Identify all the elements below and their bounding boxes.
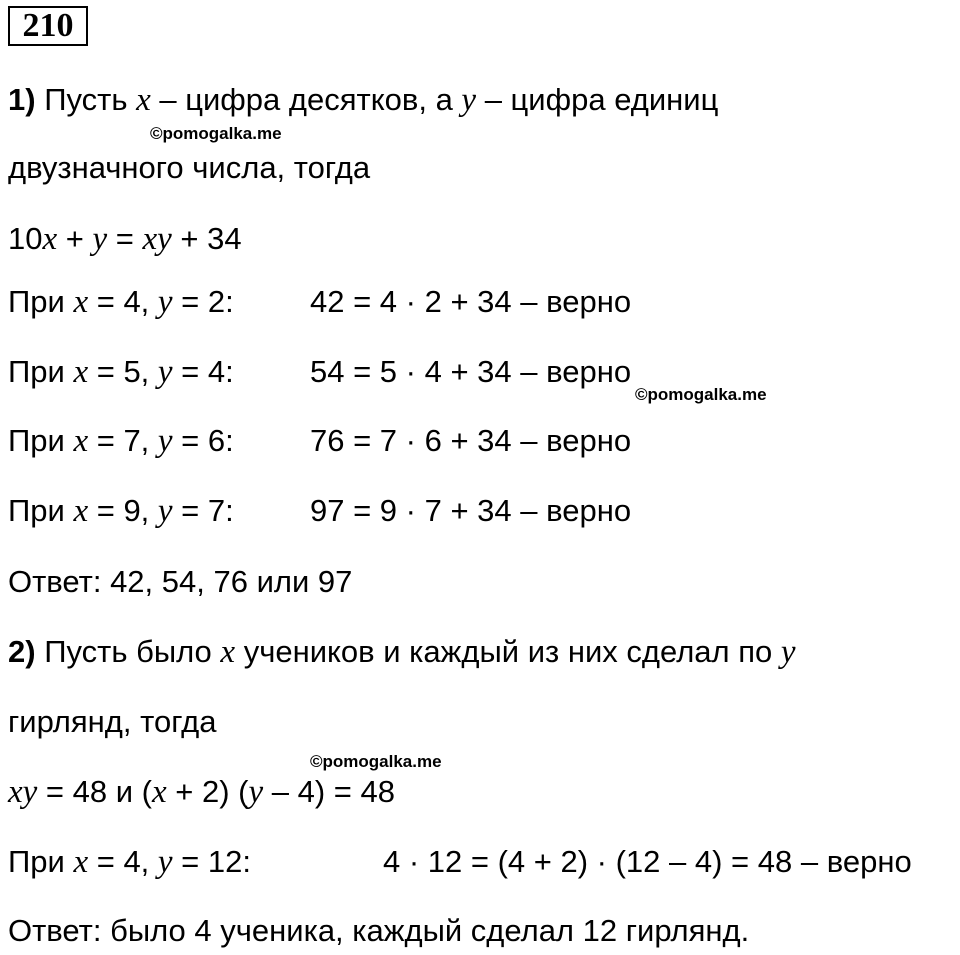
var-y: y	[22, 774, 38, 810]
task-number-box: 210	[8, 6, 88, 46]
check-row	[8, 423, 234, 459]
var-x: x	[73, 284, 89, 320]
var-y: y	[461, 82, 477, 118]
var-x: x	[73, 493, 89, 529]
check-y-value: = 2:	[172, 284, 234, 319]
check-row	[8, 844, 251, 880]
check-x-value: = 7,	[88, 423, 158, 458]
check-calculation: 4 · 12 = (4 + 2) · (12 – 4) = 48 – верно	[383, 844, 912, 879]
var-y: y	[780, 634, 796, 670]
var-y: y	[157, 844, 173, 880]
var-x: x	[42, 221, 58, 257]
check-row	[8, 493, 234, 529]
check-calculation: 54 = 5 · 4 + 34 – верно	[310, 354, 632, 389]
part2-answer: Ответ: было 4 ученика, каждый сделал 12 гирлянд.	[8, 913, 750, 948]
part1-intro-text-a: Пусть	[44, 82, 137, 117]
check-calculation: 76 = 7 · 6 + 34 – верно	[310, 423, 632, 458]
check-pre: При	[8, 354, 74, 389]
part1-intro	[8, 82, 718, 118]
var-x: x	[152, 774, 167, 810]
eq-part-b: + 2) (	[166, 774, 249, 809]
check-pre: При	[8, 284, 74, 319]
watermark: ©pomogalka.me	[635, 385, 767, 404]
var-x: x	[8, 774, 23, 810]
check-calculation: 97 = 9 · 7 + 34 – верно	[310, 493, 632, 528]
part1-intro-text-c: – цифра единиц	[476, 82, 719, 117]
eq-equals: =	[107, 221, 143, 256]
check-y-value: = 4:	[172, 354, 234, 389]
var-y: y	[92, 221, 108, 257]
eq-plus: +	[57, 221, 93, 256]
part2-intro	[8, 634, 796, 670]
part1-answer: Ответ: 42, 54, 76 или 97	[8, 564, 353, 599]
var-x: x	[73, 844, 89, 880]
eq-coef: 10	[8, 221, 43, 256]
check-pre: При	[8, 423, 74, 458]
check-x-value: = 5,	[88, 354, 158, 389]
check-pre: При	[8, 493, 74, 528]
check-row	[8, 284, 234, 320]
check-calculation: 42 = 4 · 2 + 34 – верно	[310, 284, 632, 319]
part2-line2: гирлянд, тогда	[8, 704, 217, 739]
part1-intro-text-b: – цифра десятков, а	[150, 82, 462, 117]
check-y-value: = 6:	[172, 423, 234, 458]
part2-intro-text-b: учеников и каждый из них сделал по	[235, 634, 781, 669]
part2-equation	[8, 774, 395, 810]
var-x: x	[142, 221, 158, 257]
part1-line2: двузначного числа, тогда	[8, 150, 371, 185]
check-x-value: = 4,	[88, 844, 158, 879]
var-y: y	[157, 493, 173, 529]
check-x-value: = 4,	[88, 284, 158, 319]
var-x: x	[73, 354, 89, 390]
check-row	[8, 354, 234, 390]
eq-part-c: – 4) = 48	[263, 774, 395, 809]
part1-equation	[8, 221, 242, 257]
part1-number: 1)	[8, 82, 36, 117]
var-y: y	[157, 354, 173, 390]
watermark: ©pomogalka.me	[310, 752, 442, 771]
var-x: x	[220, 634, 236, 670]
eq-part-a: = 48 и (	[37, 774, 152, 809]
var-y: y	[157, 221, 172, 257]
var-y: y	[157, 284, 173, 320]
part2-intro-text-a: Пусть было	[35, 634, 221, 669]
part2-number: 2)	[8, 634, 36, 669]
var-y: y	[157, 423, 173, 459]
var-y: y	[248, 774, 264, 810]
check-x-value: = 9,	[88, 493, 158, 528]
check-y-value: = 12:	[172, 844, 251, 879]
eq-tail: + 34	[171, 221, 242, 256]
watermark: ©pomogalka.me	[150, 124, 282, 143]
check-y-value: = 7:	[172, 493, 234, 528]
check-pre: При	[8, 844, 74, 879]
var-x: x	[73, 423, 89, 459]
var-x: x	[136, 82, 151, 118]
